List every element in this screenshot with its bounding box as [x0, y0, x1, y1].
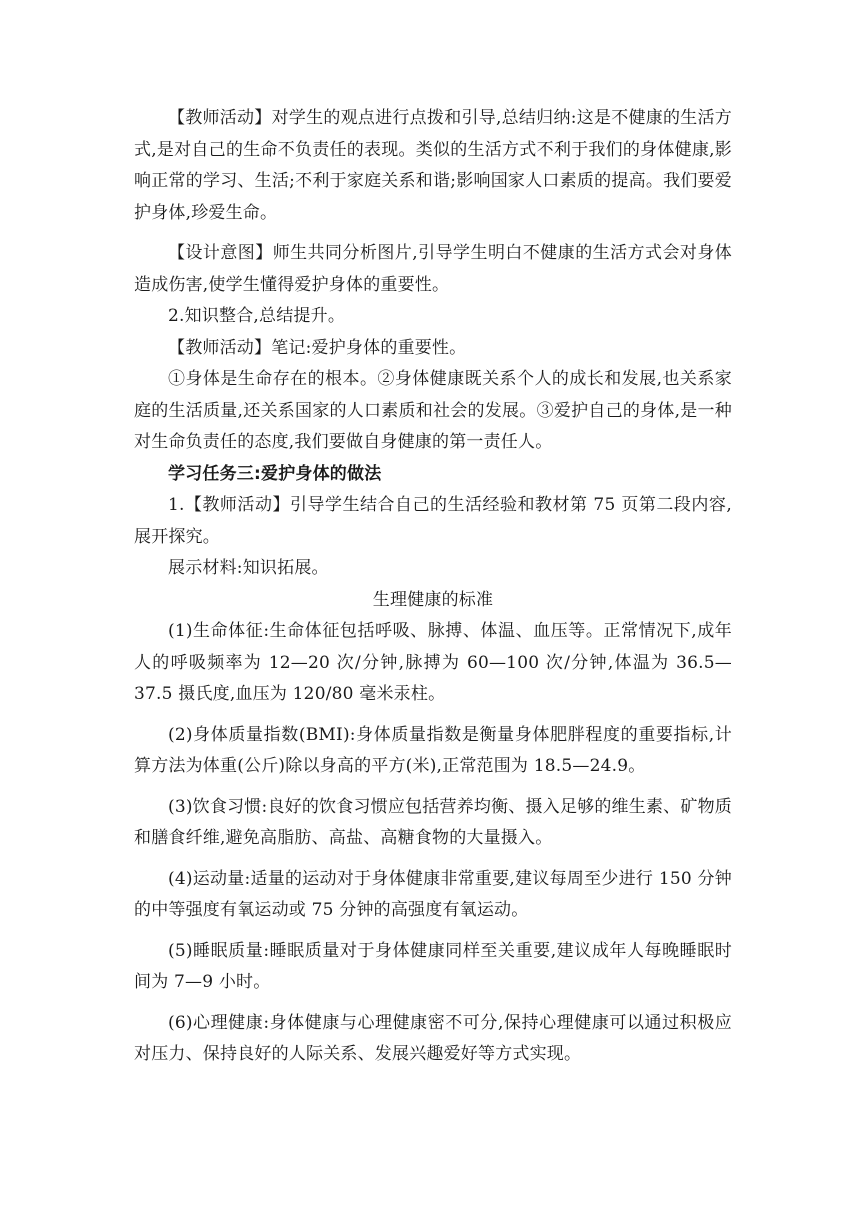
paragraph-show-material: 展示材料:知识拓展。: [168, 558, 329, 578]
standard-bmi: (2)身体质量指数(BMI):身体质量指数是衡量身体肥胖程度的重要指标,计算方法为体重(公斤)除以身高的平方(米),正常范围为 18.5—24.9。: [134, 724, 732, 776]
paragraph-teacher-activity-summary: 【教师活动】对学生的观点进行点拨和引导,总结归纳:这是不健康的生活方式,是对自己的生命不负责任的表现。类似的生活方式不利于我们的身体健康,影响正常的学习、生活;不利于家庭关系和谐;影响国家人口素质的提高。我们要爱护身体,珍爱生命。: [134, 108, 732, 223]
section-heading-task-three: 学习任务三:爱护身体的做法: [168, 463, 382, 484]
standard-vital-signs: (1)生命体征:生命体征包括呼吸、脉搏、体温、血压等。正常情况下,成年人的呼吸频率为 12—20 次/分钟,脉搏为 60—100 次/分钟,体温为 36.5—37.5 摄氏度,血压为 120/80 毫米汞柱。: [134, 621, 732, 704]
standard-diet: (3)饮食习惯:良好的饮食习惯应包括营养均衡、摄入足够的维生素、矿物质和膳食纤维,避免高脂肪、高盐、高糖食物的大量摄入。: [134, 796, 732, 848]
paragraph-body-importance-points: ①身体是生命存在的根本。②身体健康既关系个人的成长和发展,也关系家庭的生活质量,还关系国家的人口素质和社会的发展。③爱护自己的身体,是一种对生命负责任的态度,我们要做自身健康的第一责任人。: [134, 369, 732, 452]
standard-mental-health: (6)心理健康:身体健康与心理健康密不可分,保持心理健康可以通过积极应对压力、保持良好的人际关系、发展兴趣爱好等方式实现。: [134, 1012, 732, 1064]
material-title: 生理健康的标准: [372, 589, 494, 610]
paragraph-teacher-activity-explore: 1.【教师活动】引导学生结合自己的生活经验和教材第 75 页第二段内容,展开探究。: [134, 495, 732, 547]
standard-exercise: (4)运动量:适量的运动对于身体健康非常重要,建议每周至少进行 150 分钟的中等强度有氧运动或 75 分钟的高强度有氧运动。: [134, 868, 732, 920]
paragraph-design-intent: 【设计意图】师生共同分析图片,引导学生明白不健康的生活方式会对身体造成伤害,使学生懂得爱护身体的重要性。: [134, 243, 732, 295]
paragraph-teacher-notes: 【教师活动】笔记:爱护身体的重要性。: [168, 337, 467, 358]
standard-sleep: (5)睡眠质量:睡眠质量对于身体健康同样至关重要,建议成年人每晚睡眠时间为 7—9 小时。: [134, 940, 732, 992]
paragraph-knowledge-integration: 2.知识整合,总结提升。: [168, 306, 346, 326]
